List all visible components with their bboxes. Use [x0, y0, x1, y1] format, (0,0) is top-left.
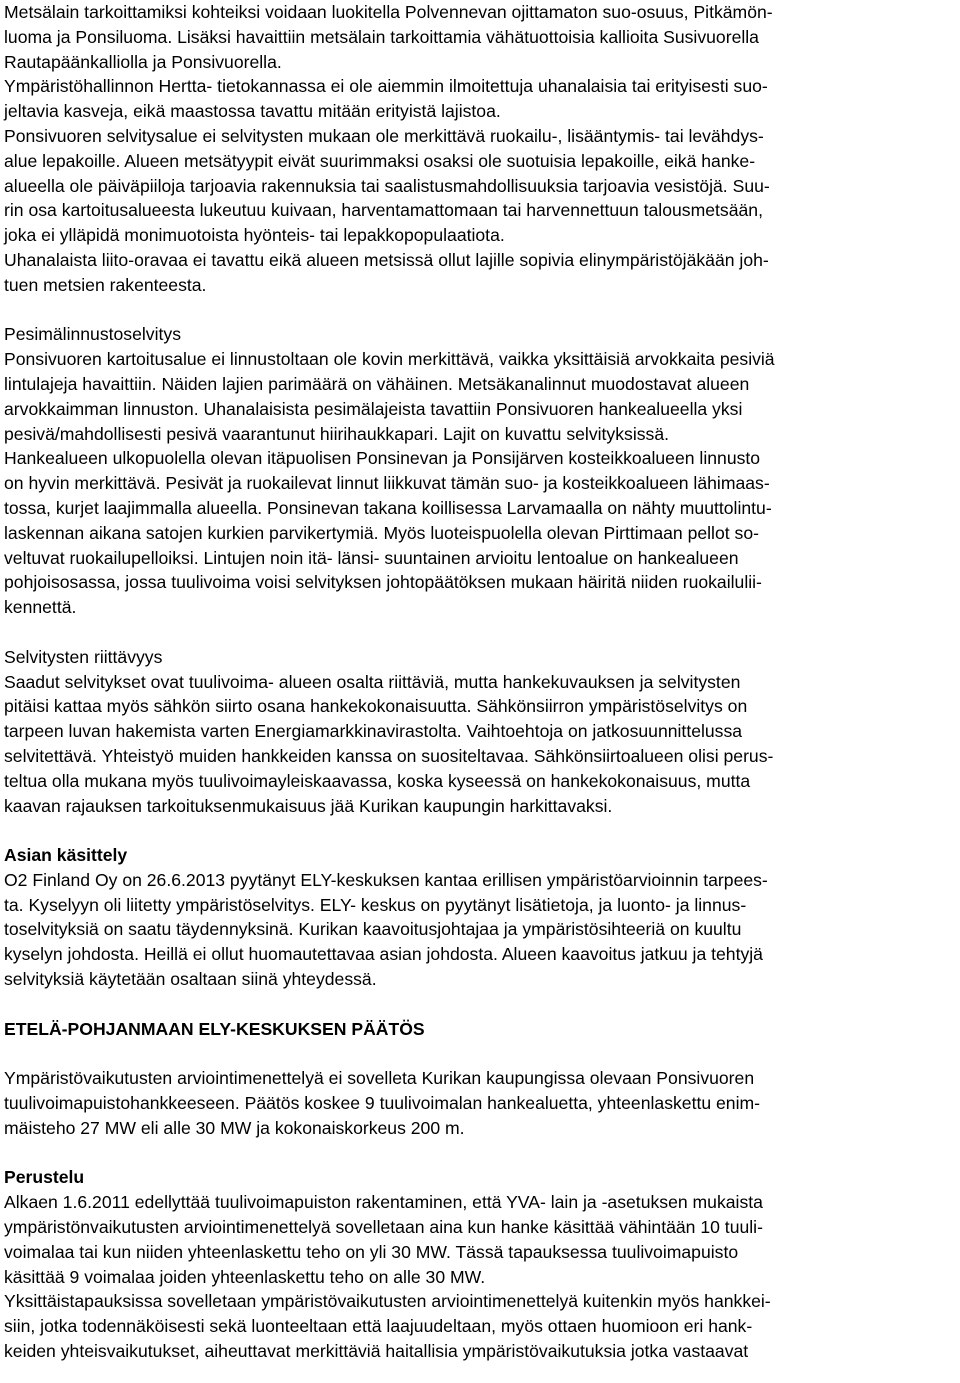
text-line: jeltavia kasveja, eikä maastossa tavattu mitään erityistä lajistoa.: [4, 101, 501, 122]
text-line: luoma ja Ponsiluoma. Lisäksi havaittiin metsälain tarkoittamia vähätuottoisia kallioita Susivuorella: [4, 26, 759, 47]
text-line: tossa, kurjet laajimmalla alueella. Ponsinevan takana koillisessa Larvamaalla on nähty muuttolintu-: [4, 497, 772, 518]
text-line: toselvityksiä on saatu täydennyksinä. Kurikan kaavoitusjohtajaa ja ympäristösihteeriä on kuultu: [4, 919, 742, 940]
text-line: tarpeen luvan hakemista varten Energiamarkkinavirastolta. Vaihtoehtoja on jatkosuunnittelussa: [4, 721, 743, 742]
paragraph-gap: [4, 298, 948, 323]
text-line: selvitettävä. Yhteistyö muiden hankkeiden kanssa on suositeltavaa. Sähkönsiirtoalueen olisi perus-: [4, 745, 774, 766]
text-line: siin, jotka todennäköisesti sekä luonteeltaan että laajuudeltaan, myös ottaen huomioon eri hank-: [4, 1316, 753, 1337]
text-line: laskennan aikana satojen kurkien parvikertymiä. Myös luoteispuolella olevan Pirttimaan pellot so-: [4, 522, 759, 543]
text-line: Ponsivuoren selvitysalue ei selvitysten mukaan ole merkittävä ruokailu-, lisääntymis- tai levähdys-: [4, 125, 764, 146]
text-line: Hankealueen ulkopuolella olevan itäpuolisen Ponsinevan ja Ponsijärven kosteikkoalueen linnusto: [4, 448, 761, 469]
text-line: Rautapäänkalliolla ja Ponsivuorella.: [4, 51, 282, 72]
section-heading: Asian käsittely: [4, 845, 128, 866]
paragraph-gap: [4, 1041, 948, 1066]
text-line: Yksittäistapauksissa sovelletaan ympäristövaikutusten arviointimenettelyä kuitenkin myös hankkei-: [4, 1291, 771, 1312]
text-line: pitäisi kattaa myös sähkön siirto osana hankekokonaisuutta. Sähkönsiirron ympäristöselvitys on: [4, 696, 748, 717]
text-line: Selvitysten riittävyys: [4, 646, 163, 667]
text-line: alueella ole päiväpiiloja tarjoavia rakennuksia tai saalistusmahdollisuuksia tarjoavia vesistöjä. Suu-: [4, 175, 770, 196]
paragraph-gap: [4, 1141, 948, 1166]
text-line: Saadut selvitykset ovat tuulivoima- alueen osalta riittäviä, mutta hankekuvauksen ja selvitysten: [4, 671, 741, 692]
text-line: ta. Kyselyyn oli liitetty ympäristöselvitys. ELY- keskus on pyytänyt lisätietoja, ja luonto- ja linnus-: [4, 894, 747, 915]
text-line: keiden yhteisvaikutukset, aiheuttavat merkittäviä haitallisia ympäristövaikutuksia jotka vastaavat: [4, 1341, 749, 1362]
section-heading: ETELÄ-POHJANMAAN ELY-KESKUKSEN PÄÄTÖS: [4, 1018, 425, 1039]
text-line: Alkaen 1.6.2011 edellyttää tuulivoimapuiston rakentaminen, että YVA- lain ja -asetuksen mukaista: [4, 1192, 763, 1213]
text-line: tuen metsien rakenteesta.: [4, 274, 207, 295]
text-line: O2 Finland Oy on 26.6.2013 pyytänyt ELY-keskuksen kantaa erillisen ympäristöarvioinnin tarpees-: [4, 869, 768, 890]
text-line: pesivä/mahdollisesti pesivä vaarantunut hiirihaukkapari. Lajit on kuvattu selvityksissä.: [4, 423, 669, 444]
text-line: joka ei ylläpidä monimuotoista hyönteis- tai lepakkopopulaatiota.: [4, 225, 505, 246]
text-line: rin osa kartoitusalueesta lukeutuu kuivaan, harventamattomaan tai harvennettuun talousmetsään,: [4, 200, 763, 221]
text-line: käsittää 9 voimalaa joiden yhteenlaskettu teho on alle 30 MW.: [4, 1266, 486, 1287]
text-line: alue lepakoille. Alueen metsätyypit eivät suurimmaksi osaksi ole suotuisia lepakoille, eikä hanke-: [4, 150, 756, 171]
text-line: selvityksiä käytetään osaltaan siinä yhteydessä.: [4, 969, 377, 990]
text-line: on hyvin merkittävä. Pesivät ja ruokailevat linnut liikkuvat tämän suo- ja kosteikkoalueen lähimaas-: [4, 473, 770, 494]
paragraph-gap: [4, 620, 948, 645]
text-line: arvokkaimman linnuston. Uhanalaisista pesimälajeista tavattiin Ponsivuoren hankealueella yksi: [4, 398, 743, 419]
text-line: voimalaa tai kun niiden yhteenlaskettu teho on yli 30 MW. Tässä tapauksessa tuulivoimapuisto: [4, 1241, 739, 1262]
text-line: kaavan rajauksen tarkoituksenmukaisuus jää Kurikan kaupungin harkittavaksi.: [4, 795, 613, 816]
text-line: tuulivoimapuistohankkeeseen. Päätös koskee 9 tuulivoimalan hankealuetta, yhteenlaskettu enim-: [4, 1093, 761, 1114]
text-line: Metsälain tarkoittamiksi kohteiksi voidaan luokitella Polvennevan ojittamaton suo-osuus, Pitkämön-: [4, 2, 773, 22]
paragraph-gap: [4, 818, 948, 843]
text-line: Ponsivuoren kartoitusalue ei linnustoltaan ole kovin merkittävä, vaikka yksittäisiä arvokkaita pesiviä: [4, 349, 775, 370]
section-heading: Perustelu: [4, 1167, 85, 1188]
text-line: Uhanalaista liito-oravaa ei tavattu eikä alueen metsissä ollut lajille sopivia elinympäristöjäkään joh-: [4, 249, 769, 270]
text-line: lintulajeja havaittiin. Näiden lajien parimäärä on vähäinen. Metsäkanalinnut muodostavat alueen: [4, 373, 750, 394]
text-line: teltua olla mukana myös tuulivoimayleiskaavassa, koska kyseessä on hankekokonaisuus, mutta: [4, 770, 751, 791]
text-line: mäisteho 27 MW eli alle 30 MW ja kokonaiskorkeus 200 m.: [4, 1117, 465, 1138]
text-line: ympäristönvaikutusten arviointimenettelyä sovelletaan aina kun hanke käsittää vähintään 10 tuuli-: [4, 1217, 763, 1238]
text-line: Ympäristövaikutusten arviointimenettelyä ei sovelleta Kurikan kaupungissa olevaan Ponsivuoren: [4, 1068, 755, 1089]
text-line: kyselyn johdosta. Heillä ei ollut huomautettavaa asian johdosta. Alueen kaavoitus jatkuu ja tehtyjä: [4, 944, 763, 965]
paragraph-gap: [4, 992, 948, 1017]
text-line: Ympäristöhallinnon Hertta- tietokannassa ei ole aiemmin ilmoitettuja uhanalaisia tai erityisesti suo-: [4, 76, 768, 97]
text-line: kennettä.: [4, 597, 77, 618]
text-line: veltuvat ruokailupelloiksi. Lintujen noin itä- länsi- suuntainen arvioitu lentoalue on hankealueen: [4, 547, 739, 568]
text-line: Pesimälinnustoselvitys: [4, 324, 181, 345]
text-line: pohjoisosassa, jossa tuulivoima voisi selvityksen johtopäätöksen mukaan häiritä niiden ruokailulii-: [4, 572, 762, 593]
